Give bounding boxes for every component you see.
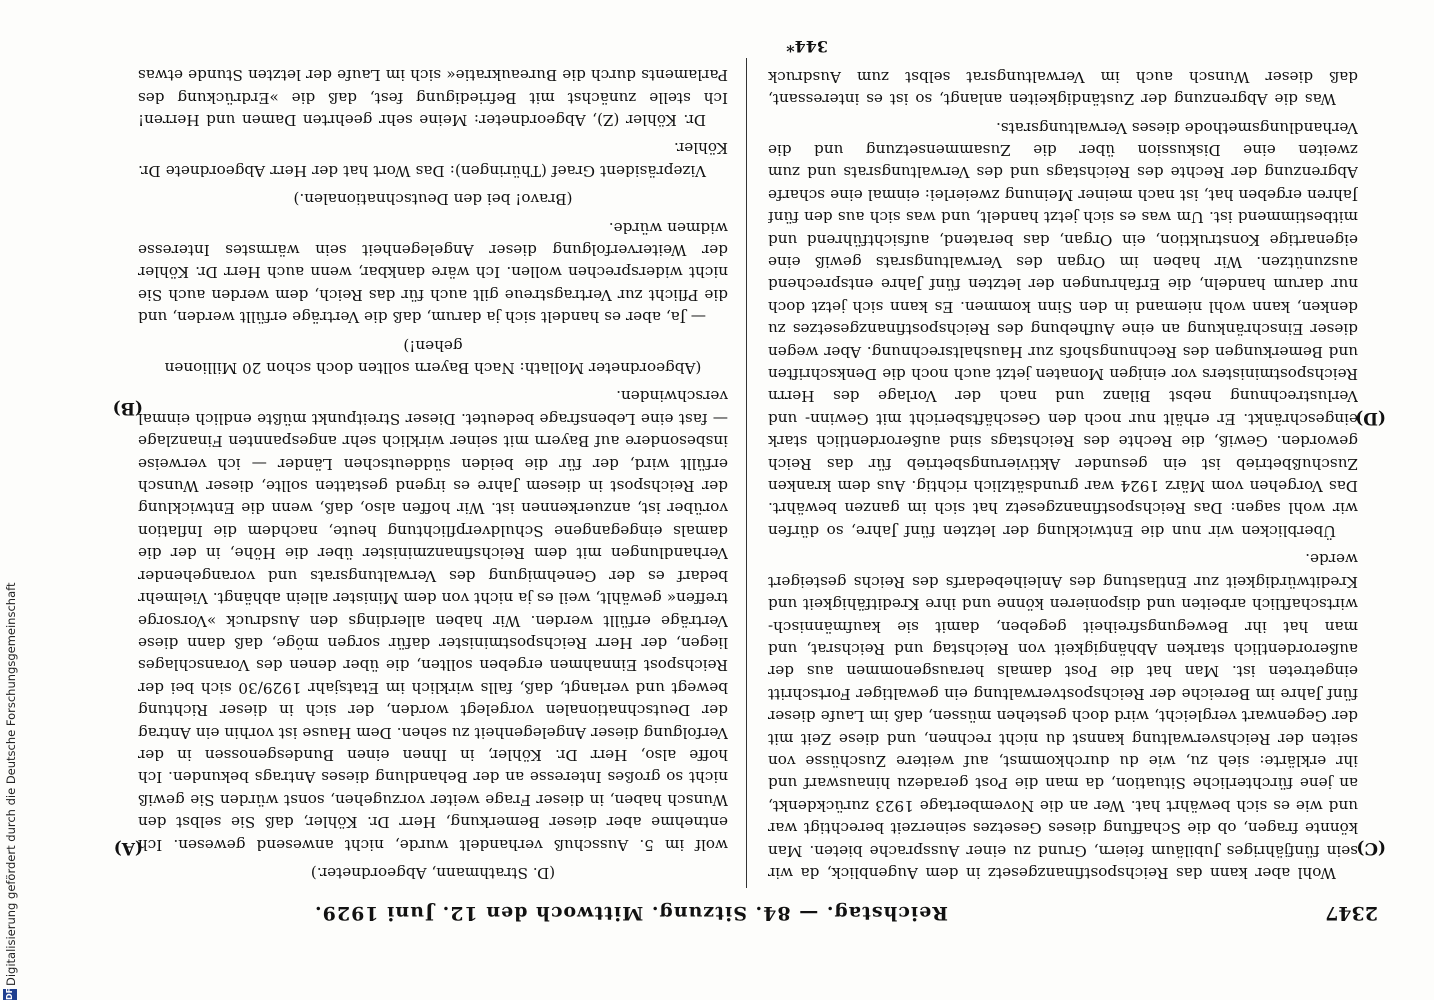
digitization-credit (0, 0, 22, 1000)
speaker-note: (D. Strathmann, Abgeordneter.) (310, 864, 556, 882)
running-head: Reichstag. — 84. Sitzung. Mittwoch den 12. Juni 1929. (314, 902, 948, 924)
credit-text: Digitalisierung gefördert durch die Deutsche Forschungsgemeinschaft (4, 582, 18, 986)
paragraph: — Ja, aber es handelt sich ja darum, daß die Verträge erfüllt werden, und die Pflicht zur Vertragstreue gilt auch für das Reich, dem werden auch Sie nicht widersprechen wollen. Ich wäre dankbar, wenn auch Herr Dr. Köhler der Weiterverfolgung dieser Angelegenheit sein wärmstes Interesse widmen würde. (138, 218, 728, 327)
paragraph: Überblicken wir nun die Entwicklung der letzten fünf Jahre, so dürfen wir wohl sagen: Das Reichspostfinanzgesetz hat sich im ganzen bewährt. Das Vorgehen vom März 1924 war grundsätzlich richtig. Aus dem kranken Zuschußbetrieb ist ein gesunder Aktivierungsbetrieb für das Reich geworden. Gewiß, die Rechte des Reichstags sind außerordentlich stark eingeschränkt. Er erhält nur noch den Geschäftsbericht mit Gewinn- und Verlustrechnung nebst Bilanz und nach der Vorlage des Herrn Reichspostministers vor einigen Monaten jetzt auch noch die Denkschriften und Bemerkungen des Rechnungshofs zur Haushaltsrechnung. Aber wegen dieser Einschränkung an eine Aufhebung des Reichspostfinanzgesetzes zu denken, kann wohl niemand in den Sinn kommen. Es kann sich jetzt doch nur darum handeln, die Erfahrungen der letzten fünf Jahre entsprechend auszunützen. Wir haben im Organ des Verwaltungsrats gewiß eine eigenartige Konstruktion, ein Organ, das beratend, aufsichtführend und mitbestimmend ist. Um was es sich jetzt handelt, und was sich aus den fünf Jahren ergeben hat, ist nach meiner Meinung zweierlei: einmal eine scharfe Abgrenzung der Rechte des Reichstags und des Verwaltungsrats und zum zweiten eine Diskussion über die Zusammensetzung und die Verhandlungsmethode dieses Verwaltungsrats. (768, 118, 1358, 540)
printed-page (108, 28, 1388, 928)
interjection: (Bravo! bei den Deutschnationalen.) (293, 190, 573, 209)
margin-letter-b: (B) (112, 398, 143, 418)
paragraph: Vizepräsident Graef (Thüringen): Das Wort hat der Herr Abgeordnete Dr. Köhler. (138, 139, 728, 180)
margin-letter-a: (A) (113, 838, 143, 858)
paragraph: Dr. Köhler (Z), Abgeordneter: Meine sehr geehrten Damen und Herren! Ich stelle zunächst mit Befriedigung fest, daß die »Erdrückung des Parlaments durch die Bureaukratie« sich im Laufe der letzten Stunde etwas (138, 66, 728, 129)
signature-mark: 344* (786, 37, 828, 56)
page-number: 2347 (1325, 902, 1378, 924)
paragraph: Was die Abgrenzung der Zuständigkeiten anlangt, so ist es interessant, daß dieser Wunsch auch im Verwaltungsrat selbst zum Ausdruck (768, 67, 1358, 109)
margin-letter-c: (C) (1356, 838, 1386, 858)
paragraph: Wohl aber kann das Reichspostfinanzgesetz in dem Augenblick, da wir sein fünfjähriges Jubiläum feiern, Grund zu einer Aussprache bieten. Man könnte fragen, ob die Schaffung dieses Gesetzes seinerzeit berechtigt war und wie es sich bewährt hat. Wer an die Novembertage 1923 zurückdenkt, an jene fürchterliche Situation, da man die Post geradezu hinauswarf und ihr erklärte: sieh zu, wie du durchkommst, auf weitere Zuschüsse von seiten der Reichsverwaltung kannst du nicht rechnen, und diese Zeit mit der Gegenwart vergleicht, wird doch gestehen müssen, daß im Laufe dieser fünf Jahre im Bereiche der Reichspostverwaltung ein gewaltiger Fortschritt eingetreten ist. Man hat die Post damals herausgenommen aus der außerordentlich starken Abhängigkeit von Reichstag und Reichsrat, und man hat ihr Bewegungsfreiheit gegeben, damit sie kaufmännisch-wirtschaftlich arbeiten und disponieren könne und ihre Kreditfähigkeit und Kreditwürdigkeit zur Entlastung des Anleihebedarfs des Reichs gesteigert werde. (768, 550, 1358, 882)
column-left (768, 64, 1358, 884)
page-header (108, 896, 1388, 928)
dfg-logo: DFG (3, 989, 17, 1000)
column-divider (746, 58, 747, 888)
interjection: (Abgeordneter Mollath: Nach Bayern sollten doch schon 20 Millionen gehen!) (164, 336, 702, 378)
column-right (138, 64, 728, 884)
paragraph: wolf im 5. Ausschuß verhandelt wurde, nicht anwesend gewesen. Ich entnehme aber dieser Bemerkung, Herr Dr. Köhler, daß Sie selbst den Wunsch haben, in dieser Frage weiter vorzugehen, sonst würden Sie gewiß nicht so großes Interesse an der Behandlung dieses Antrags bekunden. Ich hoffe also, Herr Dr. Köhler, in Ihnen einen Bundesgenossen in der Verfolgung dieser Angelegenheit zu sehen. Dem Hause ist vorhin ein Antrag der Deutschnationalen vorgelegt worden, der sich in dieser Richtung bewegt und verlangt, daß, falls wirklich im Etatsjahr 1929/30 sich bei der Reichspost Einnahmen ergeben sollten, die über denen des Voranschlages liegen, der Herr Reichspostminister dafür sorgen möge, daß dann diese Verträge erfüllt werden. Wir haben allerdings den Ausdruck »Vorsorge treffen« gewählt, weil es ja nicht von dem Minister allein abhängt. Vielmehr bedarf es der Genehmigung des Verwaltungsrats und vorangehender Verhandlungen mit dem Reichsfinanzminister über die Höhe, in der die damals eingegangene Schuldverpflichtung heute, nachdem die Inflation vorüber ist, anzuerkennen ist. Wir hoffen also, daß, wenn die Entwicklung der Reichspost in diesem Jahre es irgend gestatten sollte, dieser Wunsch erfüllt wird, der für die beiden süddeutschen Länder — ich verweise insbesondere auf Bayern mit seiner wirklich sehr angespannten Finanzlage — fast eine Lebensfrage bedeutet. Dieser Streitpunkt müßte endlich einmal verschwinden. (138, 387, 728, 854)
margin-letter-d: (D) (1355, 408, 1386, 428)
